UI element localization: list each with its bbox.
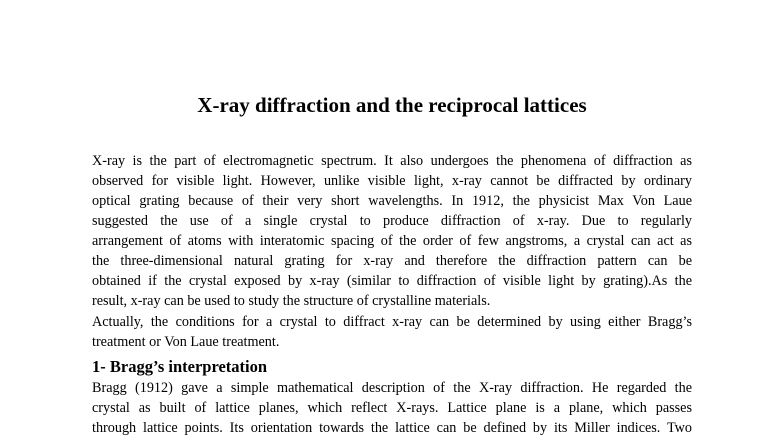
paragraph-1-line-7: obtained if the crystal exposed by x-ray (similar to diffraction of visible light by grating).As the <box>92 273 692 289</box>
paragraph-1-line-4: suggested the use of a single crystal to produce diffraction of x-ray. Due to regularly <box>92 213 692 229</box>
paragraph-2-line-1: Actually, the conditions for a crystal to diffract x-ray can be determined by using either Bragg’s <box>92 314 692 330</box>
paragraph-3-line-1: Bragg (1912) gave a simple mathematical description of the X-ray diffraction. He regarded the <box>92 380 692 396</box>
paragraph-3-line-3: through lattice points. Its orientation towards the lattice can be defined by its Miller indices. Two <box>92 420 692 436</box>
paragraph-3-line-2: crystal as built of lattice planes, which reflect X-rays. Lattice plane is a plane, which passes <box>92 400 692 416</box>
paragraph-1-line-8: result, x-ray can be used to study the structure of crystalline materials. <box>92 293 491 309</box>
section-heading: 1- Bragg’s interpretation <box>92 357 268 376</box>
paragraph-1-line-1: X-ray is the part of electromagnetic spectrum. It also undergoes the phenomena of diffraction as <box>92 153 692 169</box>
document-title: X-ray diffraction and the reciprocal lattices <box>197 93 587 117</box>
paragraph-2-line-2: treatment or Von Laue treatment. <box>92 334 280 350</box>
paragraph-1-line-5: arrangement of atoms with interatomic spacing of the order of few angstroms, a crystal can act as <box>92 233 692 249</box>
paragraph-1-line-2: observed for visible light. However, unlike visible light, x-ray cannot be diffracted by ordinary <box>92 173 692 189</box>
paragraph-1-line-6: the three-dimensional natural grating for x-ray and therefore the diffraction pattern can be <box>92 253 692 269</box>
paragraph-1-line-3: optical grating because of their very short wavelengths. In 1912, the physicist Max Von Laue <box>92 193 692 209</box>
